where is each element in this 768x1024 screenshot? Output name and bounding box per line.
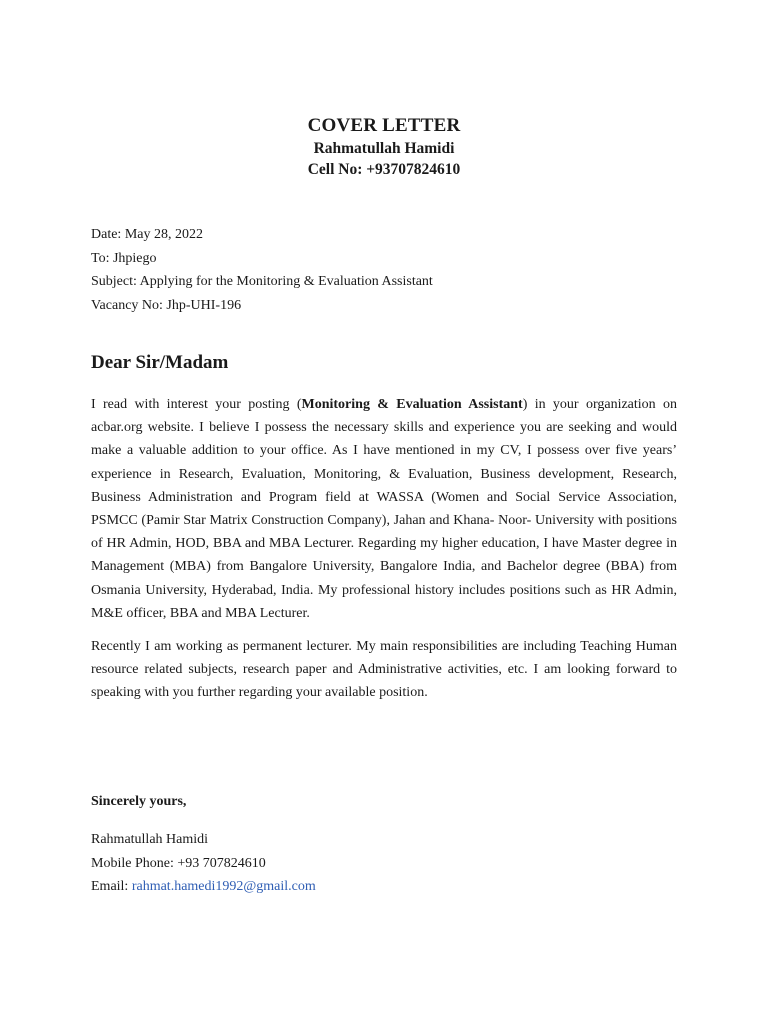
applicant-name: Rahmatullah Hamidi: [313, 140, 455, 157]
signature-phone: Mobile Phone: +93 707824610: [91, 855, 266, 871]
body-paragraph-1: [91, 393, 677, 625]
signature-block: [91, 828, 316, 899]
body-paragraph-2: Recently I am working as permanent lecturer. My main responsibilities are including Teaching Human resource related subjects, research paper and Administrative activities, etc. I am looking forward to speaking with you further regarding your available position.: [91, 639, 677, 701]
p1-text-after: ) in your organization on acbar.org website. I believe I possess the necessary skills and experience you are seeking and would make a valuable addition to your office. As I have mentioned in my CV, I possess over five years’ experience in Research, Evaluation, Monitoring, & Evaluation, Business development, Research, Business Administration and Program field at WASSA (Women and Social Service Association, PSMCC (Pamir Star Matrix Construction Company), Jahan and Khana- Noor- University with positions of HR Admin, HOD, BBA and MBA Lecturer. Regarding my higher education, I have Master degree in Management (MBA) from Bangalore University, Bangalore India, and Bachelor degree (BBA) from Osmania University, Hyderabad, India. My professional history includes positions such as HR Admin, M&E officer, BBA and MBA Lecturer.: [91, 397, 678, 621]
p1-position-title: Monitoring & Evaluation Assistant: [301, 397, 523, 412]
letter-subject: Subject: Applying for the Monitoring & Evaluation Assistant: [91, 274, 433, 289]
signature-email-line: [91, 875, 316, 899]
letter-recipient: To: Jhpiego: [91, 250, 157, 266]
letter-vacancy: Vacancy No: Jhp-UHI-196: [91, 297, 242, 313]
document-title: COVER LETTER: [307, 115, 461, 136]
letter-header: [0, 114, 768, 180]
applicant-cell: Cell No: +93707824610: [307, 161, 461, 178]
letter-body: [91, 393, 677, 715]
email-link[interactable]: rahmat.hamedi1992@gmail.com: [131, 879, 316, 894]
letter-date: Date: May 28, 2022: [91, 227, 203, 242]
email-label: Email:: [91, 879, 132, 894]
signature-name: Rahmatullah Hamidi: [91, 832, 209, 847]
letter-meta: [91, 223, 433, 317]
closing: Sincerely yours,: [91, 794, 187, 809]
p1-text-before: I read with interest your posting (: [91, 397, 302, 412]
salutation: Dear Sir/Madam: [91, 352, 229, 373]
